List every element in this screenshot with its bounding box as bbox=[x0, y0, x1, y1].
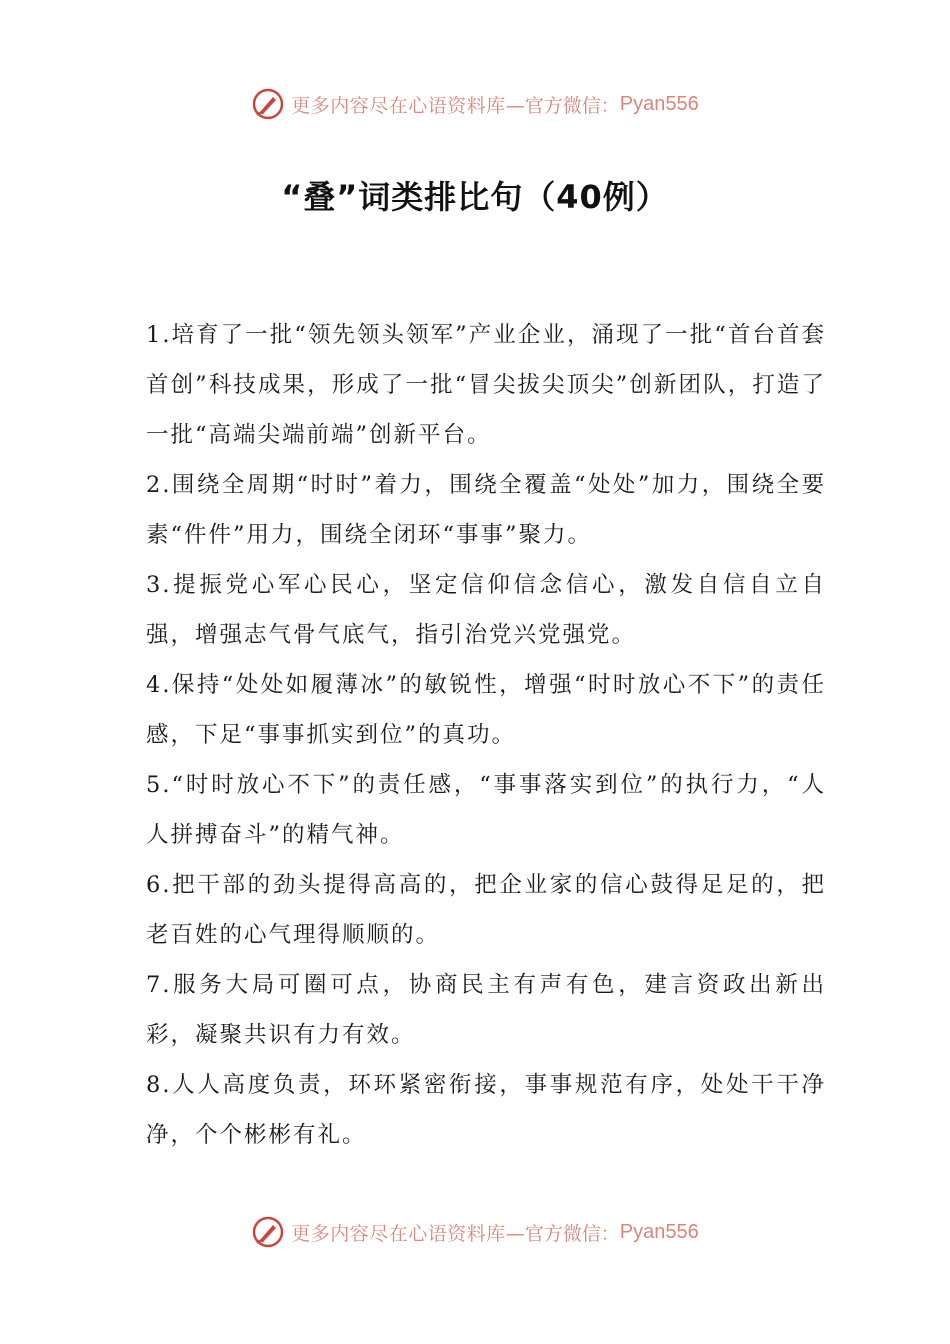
header-watermark bbox=[0, 84, 950, 124]
list-item: 2.围绕全周期“时时”着力，围绕全覆盖“处处”加力，围绕全要素“件件”用力，围绕全闭环“事事”聚力。 bbox=[146, 472, 826, 548]
watermark-separator: —官方微信： bbox=[505, 1222, 620, 1245]
list-item: 8.人人高度负责，环环紧密衔接，事事规范有序，处处干干净净，个个彬彬有礼。 bbox=[146, 1072, 826, 1148]
watermark-separator: —官方微信： bbox=[505, 94, 620, 117]
list-item: 7.服务大局可圈可点，协商民主有声有色，建言资政出新出彩，凝聚共识有力有效。 bbox=[146, 972, 826, 1048]
pen-logo-icon bbox=[251, 87, 285, 121]
footer-watermark bbox=[0, 1212, 950, 1252]
list-item: 1.培育了一批“领先领头领军”产业企业，涌现了一批“首台首套首创”科技成果，形成了一批“冒尖拔尖顶尖”创新团队，打造了一批“高端尖端前端”创新平台。 bbox=[146, 322, 826, 448]
watermark-handle: Pyan556 bbox=[619, 1220, 699, 1243]
list-item: 6.把干部的劲头提得高高的，把企业家的信心鼓得足足的，把老百姓的心气理得顺顺的。 bbox=[146, 872, 826, 948]
page-title: “叠”词类排比句（40例） bbox=[281, 178, 669, 216]
pen-logo-icon bbox=[251, 1215, 285, 1249]
watermark-text: 更多内容尽在心语资料库 bbox=[291, 1222, 506, 1245]
list-item: 4.保持“处处如履薄冰”的敏锐性，增强“时时放心不下”的责任感，下足“事事抓实到位”的真功。 bbox=[146, 672, 826, 748]
watermark-text: 更多内容尽在心语资料库 bbox=[291, 94, 506, 117]
list-item: 3.提振党心军心民心，坚定信仰信念信心，激发自信自立自强，增强志气骨气底气，指引治党兴党强党。 bbox=[146, 572, 826, 648]
watermark-handle: Pyan556 bbox=[619, 92, 699, 115]
document-body bbox=[146, 310, 826, 1160]
list-item: 5.“时时放心不下”的责任感，“事事落实到位”的执行力，“人人拼搏奋斗”的精气神。 bbox=[146, 772, 826, 848]
